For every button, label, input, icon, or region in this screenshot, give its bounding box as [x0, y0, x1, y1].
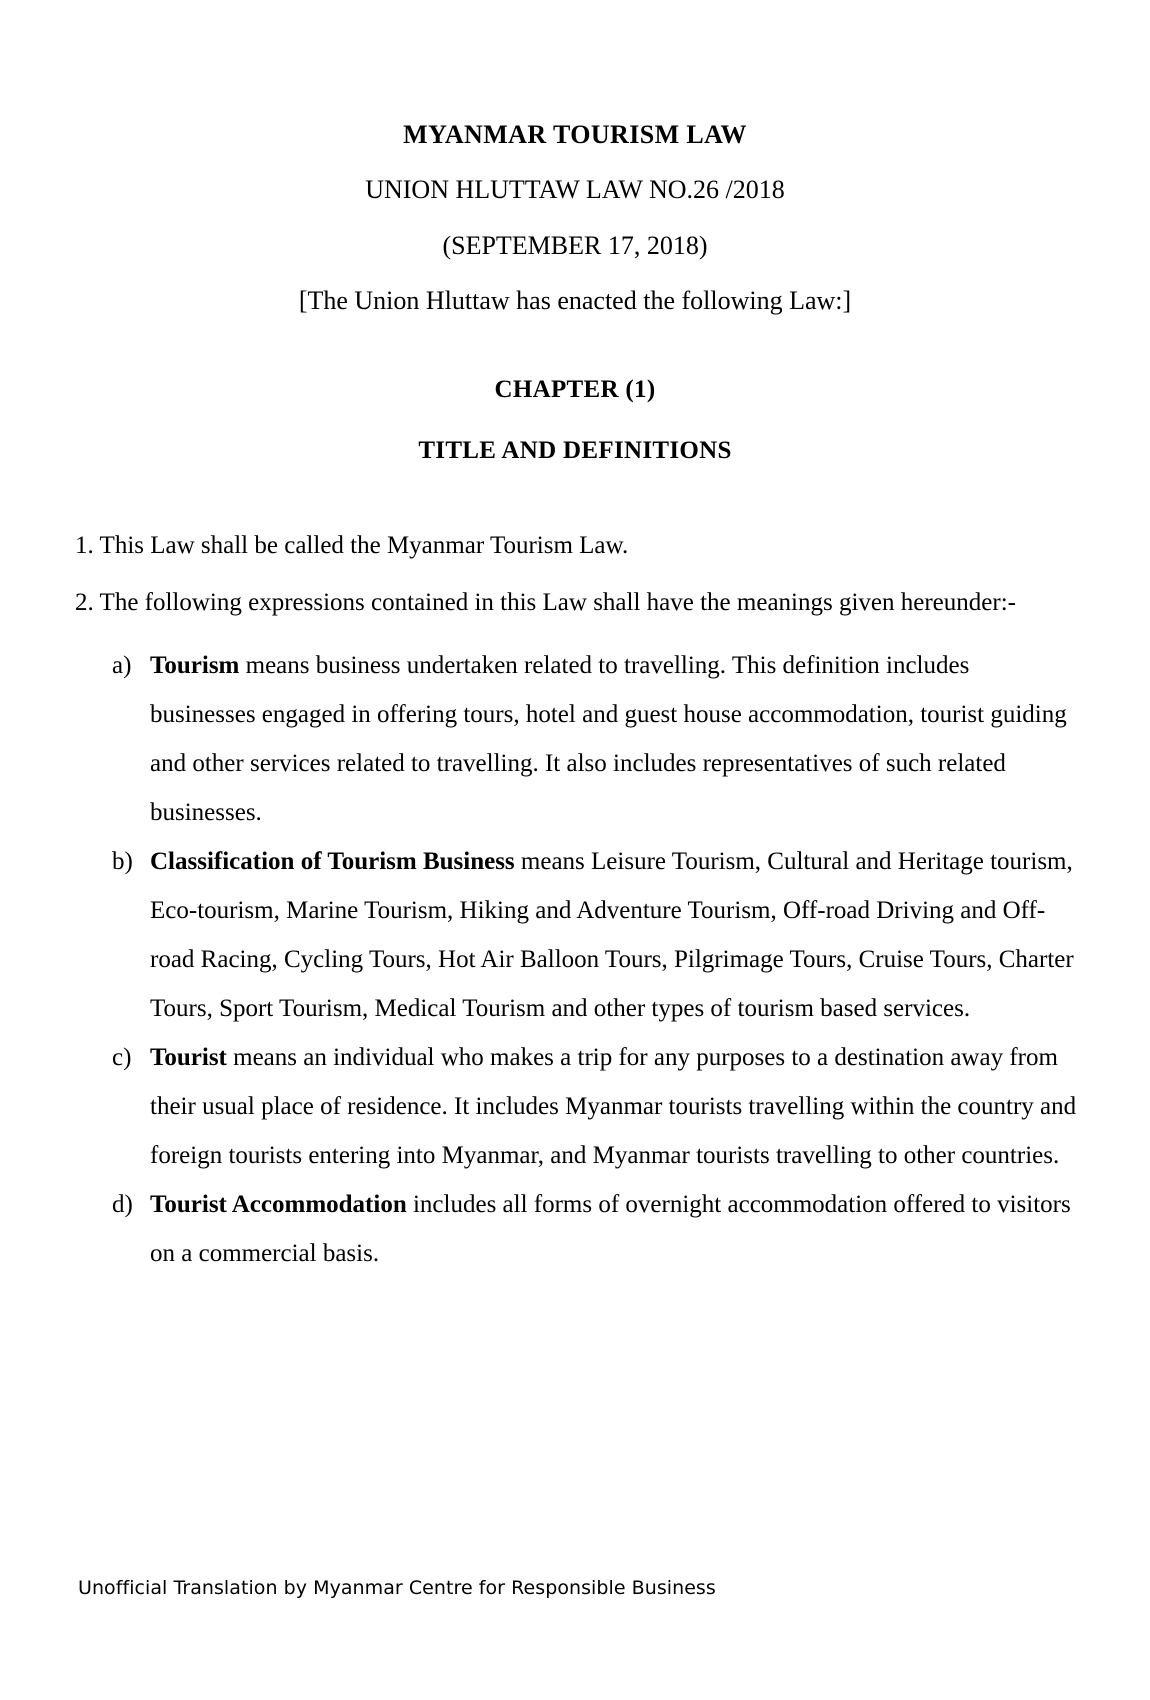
- definition-marker-b: b): [112, 848, 133, 875]
- definition-text-a: means business undertaken related to travelling. This definition includes businesses engaged in offering tours, hotel and guest house accommodation, tourist guiding and other services related to travelling. It also includes representatives of such related businesses.: [150, 652, 1067, 826]
- chapter-label: CHAPTER (1): [494, 376, 656, 403]
- chapter-heading-block: [75, 374, 1075, 467]
- definition-term-b: Classification of Tourism Business: [150, 848, 515, 875]
- footer-attribution: Unofficial Translation by Myanmar Centre for Responsible Business: [78, 1577, 716, 1599]
- definition-term-d: Tourist Accommodation: [150, 1191, 407, 1218]
- definition-item-a: [75, 641, 1080, 837]
- title-block: [75, 118, 1075, 317]
- section-item-2: 2. The following expressions contained in this Law shall have the meanings given hereunder:-: [75, 589, 1016, 616]
- definition-text-c: means an individual who makes a trip for any purposes to a destination away from their usual place of residence. It includes Myanmar tourists travelling within the country and foreign tourists entering into Myanmar, and Myanmar tourists travelling to other countries.: [150, 1044, 1077, 1169]
- definition-term-c: Tourist: [150, 1044, 227, 1071]
- definition-text-b: means Leisure Tourism, Cultural and Heritage tourism, Eco-tourism, Marine Tourism, Hiking and Adventure Tourism, Off-road Driving and Off-road Racing, Cycling Tours, Hot Air Balloon Tours, Pilgrimage Tours, Cruise Tours, Charter Tours, Sport Tourism, Medical Tourism and other types of tourism based services.: [150, 848, 1074, 1022]
- definition-marker-d: d): [112, 1191, 133, 1218]
- definition-term-a: Tourism: [150, 652, 240, 679]
- document-title: MYANMAR TOURISM LAW: [403, 120, 747, 149]
- definition-marker-a: a): [112, 652, 132, 679]
- document-date: (SEPTEMBER 17, 2018): [442, 230, 708, 260]
- document-body: [75, 521, 1080, 1278]
- definition-item-d: [75, 1180, 1080, 1278]
- definition-text-d: includes all forms of overnight accommodation offered to visitors on a commercial basis.: [150, 1191, 1071, 1267]
- definitions-list: [75, 641, 1080, 1278]
- document-enactment-note: [The Union Hluttaw has enacted the following Law:]: [298, 285, 852, 315]
- document-subtitle: UNION HLUTTAW LAW NO.26 /2018: [365, 175, 785, 205]
- definition-item-b: [75, 837, 1080, 1033]
- definition-marker-c: c): [112, 1044, 132, 1071]
- section-item-1: 1. This Law shall be called the Myanmar Tourism Law.: [75, 532, 629, 559]
- chapter-name: TITLE AND DEFINITIONS: [418, 437, 732, 465]
- definition-item-c: [75, 1033, 1080, 1180]
